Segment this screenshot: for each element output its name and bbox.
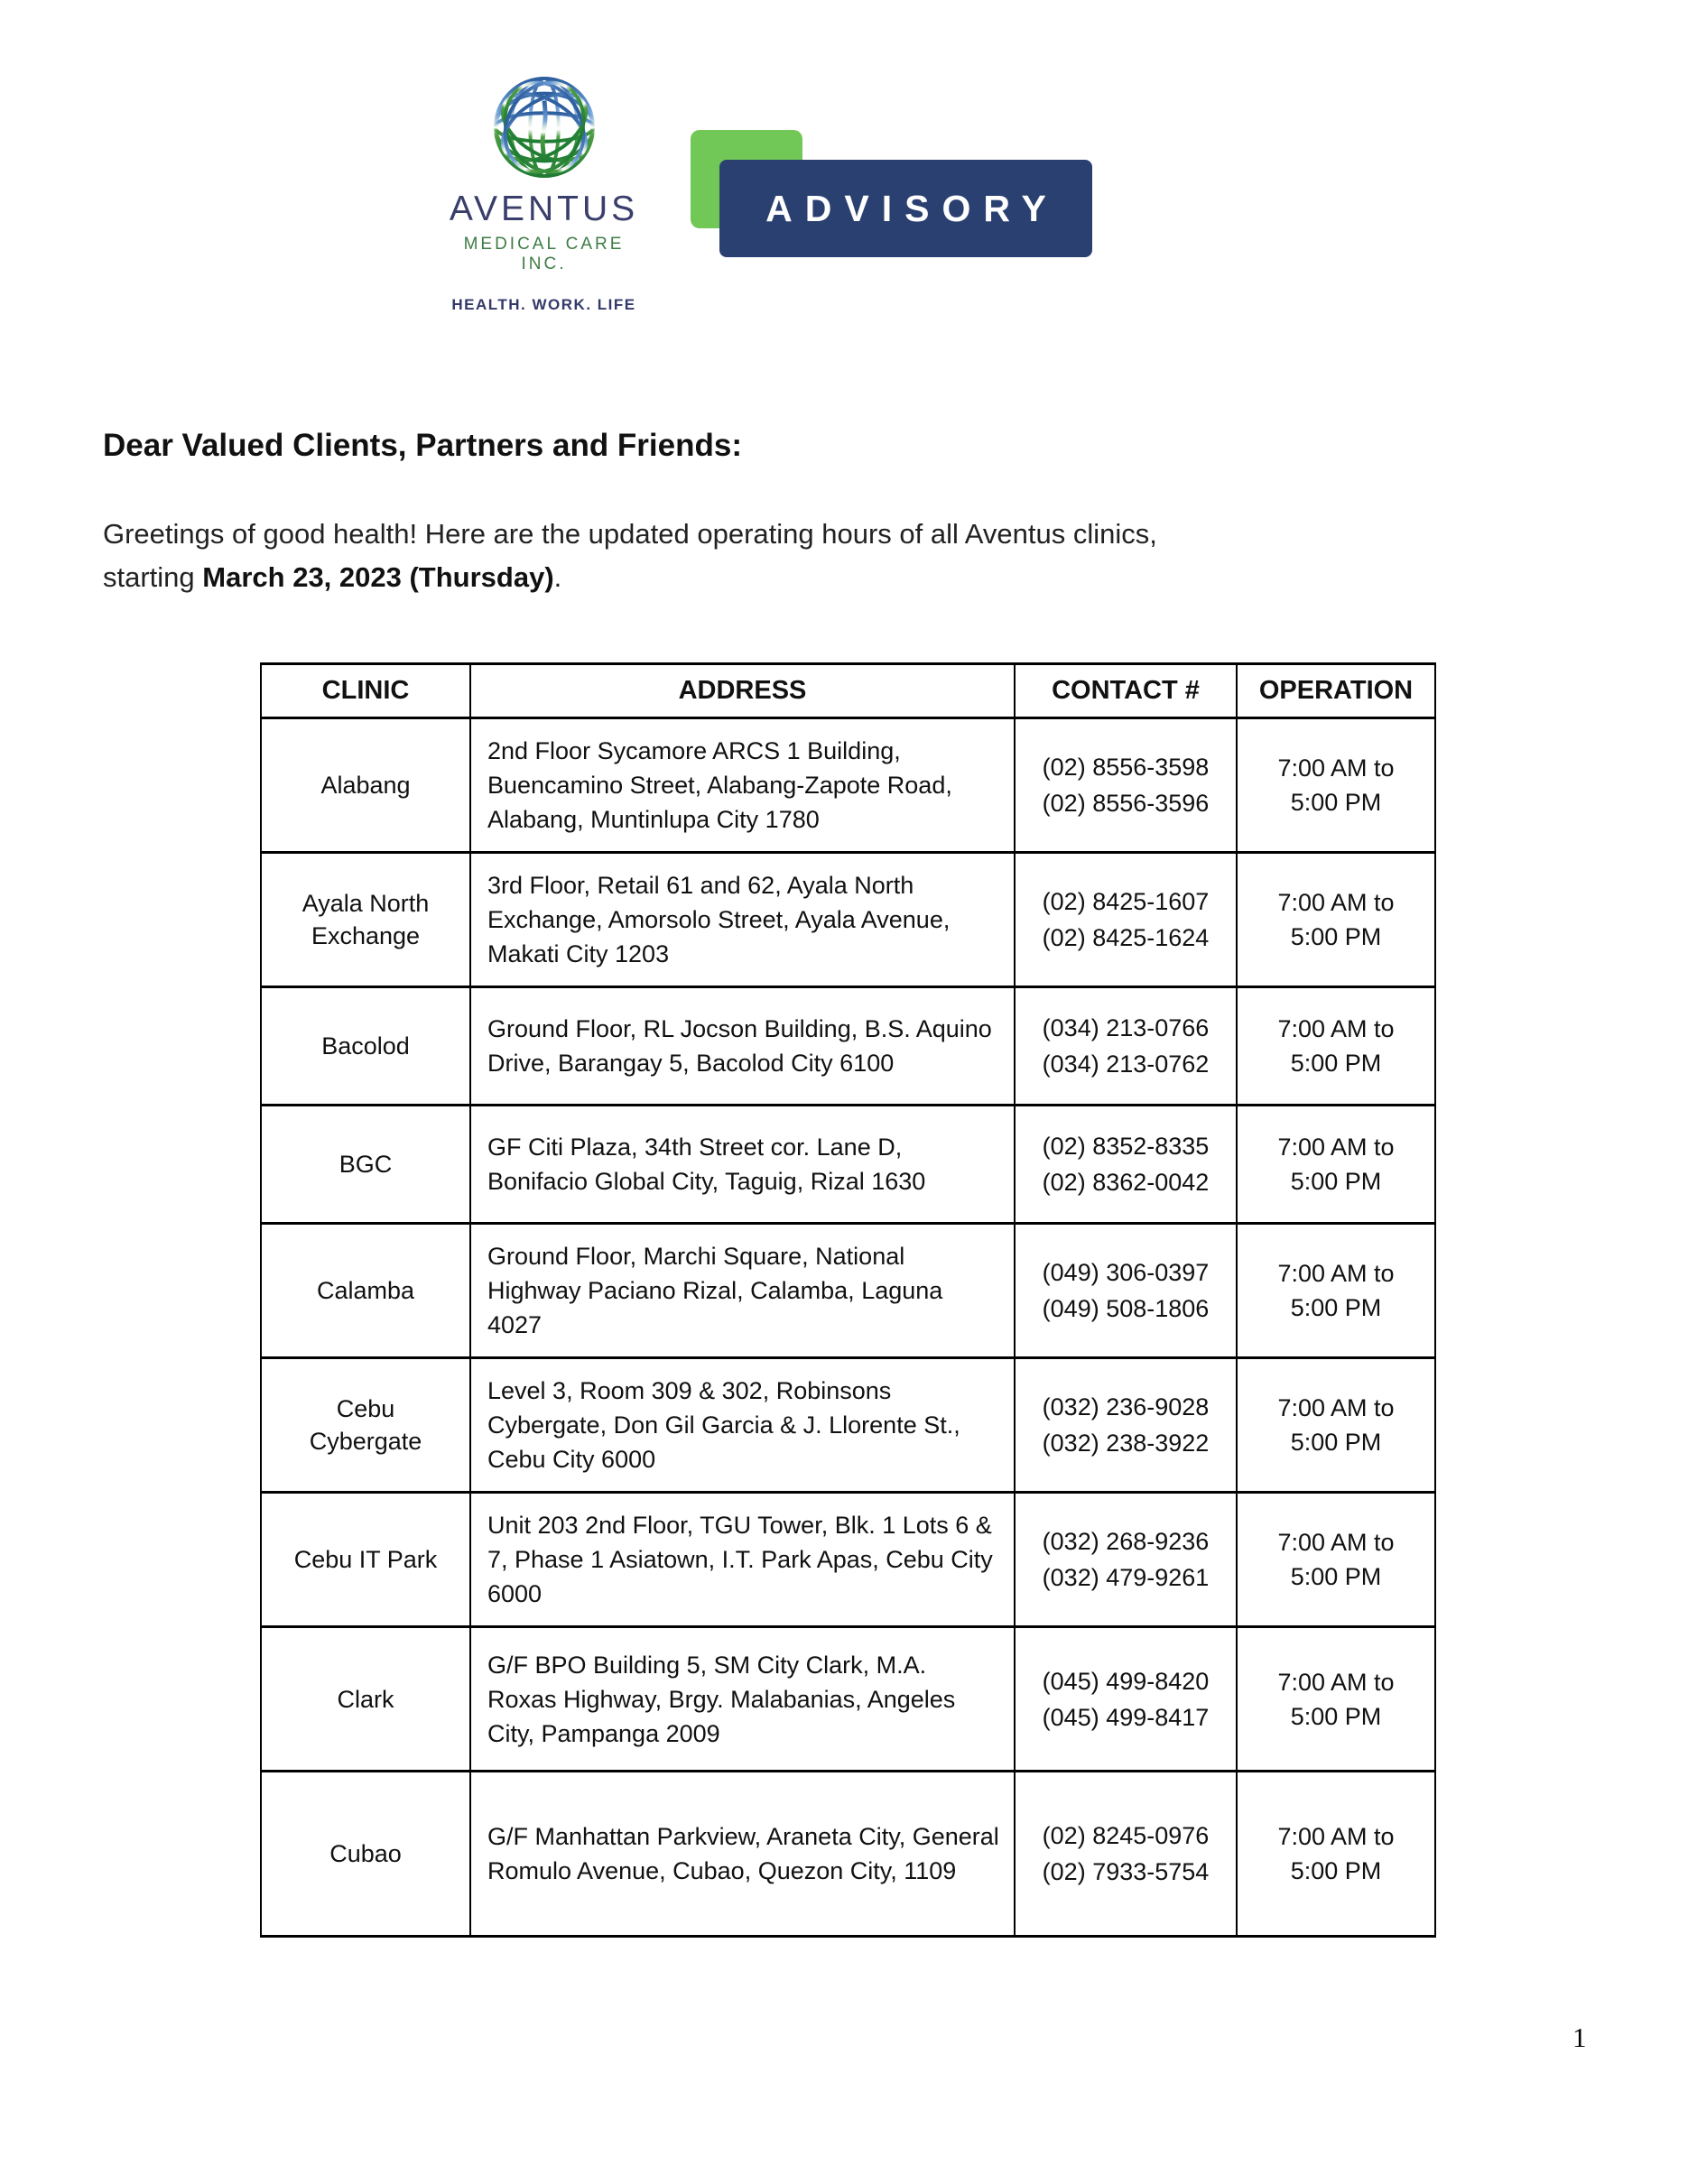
clinic-hours-table <box>260 662 1436 1938</box>
clinic-name: Cubao <box>261 1772 470 1937</box>
clinic-address: G/F BPO Building 5, SM City Clark, M.A. Roxas Highway, Brgy. Malabanias, Angeles City, Pampanga 2009 <box>470 1627 1015 1772</box>
clinic-address: GF Citi Plaza, 34th Street cor. Lane D, Bonifacio Global City, Taguig, Rizal 1630 <box>470 1106 1015 1224</box>
contact-number: (034) 213-0762 <box>1042 1050 1210 1078</box>
contact-number: (032) 236-9028 <box>1042 1393 1210 1421</box>
aventus-logo <box>447 74 641 314</box>
contact-number: (02) 7933-5754 <box>1042 1858 1210 1885</box>
contact-number: (032) 238-3922 <box>1042 1430 1210 1457</box>
clinic-address: Ground Floor, Marchi Square, National Highway Paciano Rizal, Calamba, Laguna 4027 <box>470 1224 1015 1358</box>
clinic-name: Bacolod <box>261 987 470 1106</box>
clinic-operation <box>1237 1224 1435 1358</box>
table-row <box>261 1224 1435 1358</box>
contact-number: (02) 8425-1624 <box>1042 924 1210 951</box>
intro-paragraph <box>103 513 1588 599</box>
table-row <box>261 1627 1435 1772</box>
clinic-operation <box>1237 1493 1435 1627</box>
intro-line1: Greetings of good health! Here are the updated operating hours of all Aventus clinics, <box>103 518 1157 550</box>
clinic-contact <box>1015 1358 1237 1493</box>
clinic-operation <box>1237 1358 1435 1493</box>
table-row <box>261 1358 1435 1493</box>
clinic-contact <box>1015 1224 1237 1358</box>
clinic-contact <box>1015 987 1237 1106</box>
globe-tree-icon <box>491 74 598 180</box>
contact-number: (02) 8362-0042 <box>1042 1169 1210 1196</box>
operation-hours-to: 5:00 PM <box>1290 923 1382 950</box>
clinic-operation <box>1237 853 1435 987</box>
clinic-contact <box>1015 853 1237 987</box>
clinic-address: Unit 203 2nd Floor, TGU Tower, Blk. 1 Lots 6 & 7, Phase 1 Asiatown, I.T. Park Apas, Cebu City 6000 <box>470 1493 1015 1627</box>
table-header-row <box>261 664 1435 718</box>
table-row <box>261 1493 1435 1627</box>
table-row <box>261 1106 1435 1224</box>
salutation-heading: Dear Valued Clients, Partners and Friends: <box>103 428 742 463</box>
logo-wordmark: AVENTUS <box>449 190 639 228</box>
intro-line2-suffix: . <box>553 561 562 593</box>
advisory-banner-label: ADVISORY <box>765 187 1059 229</box>
clinic-name: BGC <box>261 1106 470 1224</box>
logo-subtitle: MEDICAL CARE INC. <box>463 235 625 273</box>
clinic-operation <box>1237 1106 1435 1224</box>
clinic-name: Clark <box>261 1627 470 1772</box>
table-row <box>261 987 1435 1106</box>
contact-number: (02) 8352-8335 <box>1042 1133 1210 1160</box>
table-row <box>261 1772 1435 1937</box>
clinic-name: Cebu IT Park <box>261 1493 470 1627</box>
clinic-operation <box>1237 987 1435 1106</box>
clinic-contact <box>1015 1627 1237 1772</box>
operation-hours-to: 5:00 PM <box>1290 1429 1382 1456</box>
contact-number: (049) 306-0397 <box>1042 1259 1210 1286</box>
logo-tagline: HEALTH. WORK. LIFE <box>451 296 636 313</box>
contact-number: (02) 8425-1607 <box>1042 888 1210 915</box>
contact-number: (045) 499-8420 <box>1042 1667 1210 1695</box>
clinic-name: Cebu Cybergate <box>261 1358 470 1493</box>
operation-hours-from: 7:00 AM to <box>1277 1823 1395 1850</box>
operation-hours-from: 7:00 AM to <box>1277 889 1395 916</box>
header-operation: OPERATION <box>1237 664 1435 718</box>
header-contact: CONTACT # <box>1015 664 1237 718</box>
clinic-contact <box>1015 1772 1237 1937</box>
clinic-operation <box>1237 1627 1435 1772</box>
operation-hours-to: 5:00 PM <box>1290 1050 1382 1077</box>
operation-hours-from: 7:00 AM to <box>1277 1134 1395 1161</box>
operation-hours-to: 5:00 PM <box>1290 1702 1382 1730</box>
clinic-contact <box>1015 1106 1237 1224</box>
clinic-operation <box>1237 718 1435 853</box>
contact-number: (02) 8245-0976 <box>1042 1822 1210 1849</box>
contact-number: (032) 479-9261 <box>1042 1564 1210 1591</box>
operation-hours-from: 7:00 AM to <box>1277 754 1395 782</box>
contact-number: (034) 213-0766 <box>1042 1014 1210 1041</box>
operation-hours-from: 7:00 AM to <box>1277 1529 1395 1556</box>
contact-number: (02) 8556-3596 <box>1042 790 1210 817</box>
operation-hours-to: 5:00 PM <box>1290 789 1382 816</box>
operation-hours-to: 5:00 PM <box>1290 1168 1382 1195</box>
page-number: 1 <box>1572 2022 1587 2053</box>
operation-hours-from: 7:00 AM to <box>1277 1668 1395 1696</box>
clinic-address: Level 3, Room 309 & 302, Robinsons Cybergate, Don Gil Garcia & J. Llorente St., Cebu City 6000 <box>470 1358 1015 1493</box>
clinic-address: G/F Manhattan Parkview, Araneta City, General Romulo Avenue, Cubao, Quezon City, 1109 <box>470 1772 1015 1937</box>
contact-number: (045) 499-8417 <box>1042 1703 1210 1731</box>
advisory-banner <box>719 160 1092 257</box>
clinic-contact <box>1015 1493 1237 1627</box>
clinic-name: Ayala North Exchange <box>261 853 470 987</box>
header-clinic: CLINIC <box>261 664 470 718</box>
intro-line2-prefix: starting <box>103 561 203 593</box>
intro-effective-date: March 23, 2023 (Thursday) <box>202 561 554 593</box>
contact-number: (049) 508-1806 <box>1042 1295 1210 1322</box>
operation-hours-to: 5:00 PM <box>1290 1563 1382 1590</box>
clinic-address: 2nd Floor Sycamore ARCS 1 Building, Buencamino Street, Alabang-Zapote Road, Alabang, Muntinlupa City 1780 <box>470 718 1015 853</box>
operation-hours-to: 5:00 PM <box>1290 1294 1382 1321</box>
clinic-address: 3rd Floor, Retail 61 and 62, Ayala North Exchange, Amorsolo Street, Ayala Avenue, Makati City 1203 <box>470 853 1015 987</box>
contact-number: (032) 268-9236 <box>1042 1528 1210 1555</box>
clinic-name: Calamba <box>261 1224 470 1358</box>
operation-hours-to: 5:00 PM <box>1290 1857 1382 1884</box>
operation-hours-from: 7:00 AM to <box>1277 1394 1395 1421</box>
clinic-address: Ground Floor, RL Jocson Building, B.S. Aquino Drive, Barangay 5, Bacolod City 6100 <box>470 987 1015 1106</box>
table-row <box>261 853 1435 987</box>
clinic-contact <box>1015 718 1237 853</box>
table-row <box>261 718 1435 853</box>
operation-hours-from: 7:00 AM to <box>1277 1260 1395 1287</box>
clinic-operation <box>1237 1772 1435 1937</box>
operation-hours-from: 7:00 AM to <box>1277 1015 1395 1042</box>
contact-number: (02) 8556-3598 <box>1042 754 1210 781</box>
header-address: ADDRESS <box>470 664 1015 718</box>
clinic-name: Alabang <box>261 718 470 853</box>
